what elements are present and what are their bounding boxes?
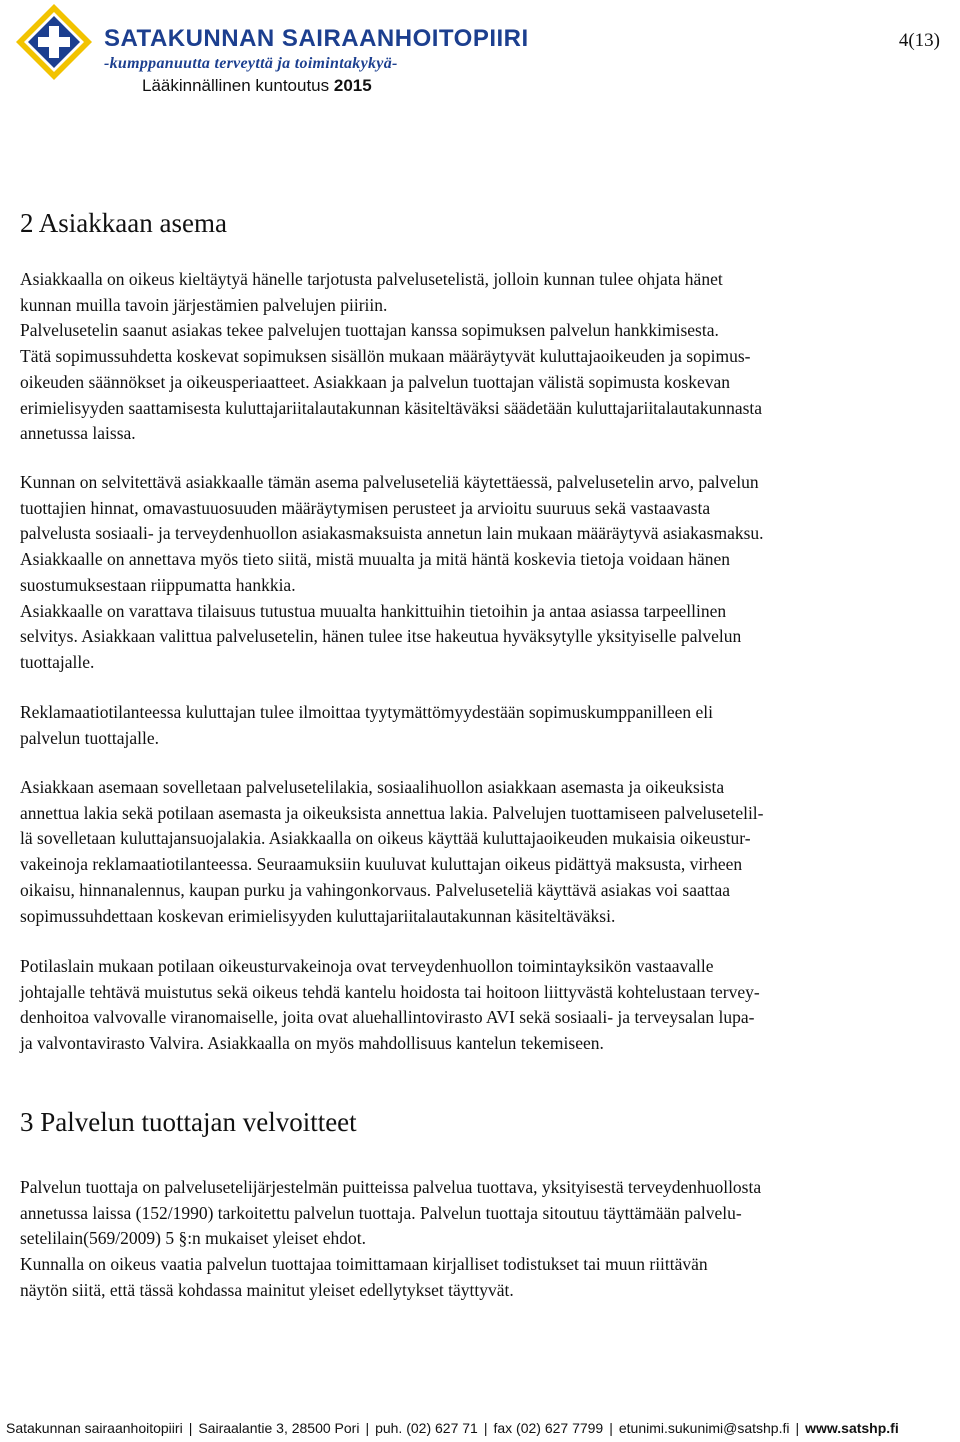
- organization-name: SATAKUNNAN SAIRAANHOITOPIIRI: [104, 25, 529, 52]
- text-line: ja valvontavirasto Valvira. Asiakkaalla on myös mahdollisuus kantelun tekemiseen.: [20, 1033, 604, 1054]
- organization-slogan: -kumppanuutta terveyttä ja toimintakykyä-: [104, 55, 398, 72]
- text-line: erimielisyyden saattamisesta kuluttajariitalautakunnan käsiteltäväksi säädetään kuluttajariitalautakunnasta: [20, 397, 763, 418]
- footer-address: Sairaalantie 3, 28500 Pori: [198, 1420, 360, 1436]
- paragraph: [20, 954, 955, 1057]
- paragraph: [20, 775, 955, 929]
- text-line: palvelusta sosiaali- ja terveydenhuollon asiakasmaksuista annetun lain mukaan määräytyvä asiakasmaksu.: [20, 523, 764, 544]
- footer-separator: |: [188, 1420, 193, 1436]
- organization-logo: [14, 2, 94, 82]
- text-line: Tätä sopimussuhdetta koskevat sopimuksen sisällön mukaan määräytyvät kuluttajaoikeuden ja sopimus-: [20, 346, 751, 367]
- footer-website-link[interactable]: www.satshp.fi: [805, 1420, 899, 1436]
- document-subtitle-text: Lääkinnällinen kuntoutus: [142, 76, 334, 95]
- text-line: Kunnan on selvitettävä asiakkaalle tämän asema palveluseteliä käytettäessä, palvelusetelin arvo, palvelun: [20, 472, 759, 492]
- footer-organization: Satakunnan sairaanhoitopiiri: [6, 1420, 183, 1436]
- section-heading: 3 Palvelun tuottajan velvoitteet: [20, 1107, 357, 1137]
- footer-separator: |: [609, 1420, 613, 1436]
- text-line: palvelun tuottajalle.: [20, 727, 159, 748]
- paragraph: [20, 267, 955, 447]
- text-line: annetussa laissa.: [20, 423, 136, 444]
- text-line: oikeuden säännökset ja oikeusperiaatteet. Asiakkaan ja palvelun tuottajan välistä sopimusta koskevan: [20, 371, 731, 392]
- text-line: Kunnalla on oikeus vaatia palvelun tuottajaa toimittamaan kirjalliset todistukset tai muun riittävän: [20, 1254, 708, 1275]
- text-line: Asiakkaan asemaan sovelletaan palvelusetelilakia, sosiaalihuollon asiakkaan asemasta ja oikeuksista: [20, 777, 725, 797]
- text-line: suostumuksestaan riippumatta hankkia.: [20, 574, 296, 595]
- footer-separator: |: [365, 1420, 370, 1436]
- text-line: näytön siitä, että tässä kohdassa mainitut yleiset edellytykset täyttyvät.: [20, 1279, 514, 1300]
- footer-phone: puh. (02) 627 71: [375, 1420, 478, 1436]
- text-line: Palvelun tuottaja on palvelusetelijärjestelmän puitteissa palvelua tuottava, yksityisestä terveydenhuollosta: [20, 1177, 762, 1197]
- footer-separator: |: [483, 1420, 488, 1436]
- text-line: tuottajien hinnat, omavastuuosuuden määräytymisen perusteet ja arvioitu suuruus sekä vastaavasta: [20, 497, 711, 518]
- text-line: Potilaslain mukaan potilaan oikeusturvakeinoja ovat terveydenhuollon toimintayksikön vastaavalle: [20, 956, 714, 976]
- page-number: 4(13): [898, 30, 940, 51]
- paragraph: [20, 1175, 955, 1304]
- page-footer: [6, 1420, 899, 1436]
- text-line: denhoitoa valvovalle viranomaiselle, joita ovat aluehallintovirasto AVI sekä sosiaali- ja terveysalan lupa-: [20, 1007, 755, 1028]
- footer-email[interactable]: etunimi.sukunimi@satshp.fi: [618, 1420, 790, 1436]
- text-line: oikaisu, hinnanalennus, kaupan purku ja vahingonkorvaus. Palveluseteliä käyttävä asiakas voi saattaa: [20, 879, 731, 900]
- document-subtitle-year: 2015: [333, 76, 372, 95]
- footer-separator: |: [795, 1420, 800, 1436]
- text-line: tuottajalle.: [20, 651, 95, 672]
- text-line: johtajalle tehtävä muistutus sekä oikeus tehdä kantelu hoidosta tai hoitoon liittyvästä kohtelustaan tervey-: [20, 981, 760, 1002]
- text-line: annetussa laissa (152/1990) tarkoitettu palvelun tuottaja. Palvelun tuottaja sitoutuu täyttämään palvelu-: [20, 1202, 742, 1223]
- text-line: vakeinoja reklamaatiotilanteessa. Seuraamuksiin kuuluvat kuluttajan oikeus pidättyä maksusta, virheen: [20, 854, 743, 875]
- text-line: Asiakkaalle on varattava tilaisuus tutustua muualta hankittuihin tietoihin ja antaa asiassa tarpeellinen: [20, 600, 727, 621]
- document-subtitle: [142, 76, 372, 96]
- paragraph: [20, 700, 955, 751]
- text-line: Asiakkaalla on oikeus kieltäytyä hänelle tarjotusta palvelusetelistä, jolloin kunnan tulee ohjata hänet: [20, 269, 723, 289]
- text-line: kunnan muilla tavoin järjestämien palvelujen piiriin.: [20, 294, 388, 315]
- text-line: Palvelusetelin saanut asiakas tekee palvelujen tuottajan kanssa sopimuksen palvelun hankkimisesta.: [20, 320, 719, 341]
- text-line: setelilain(569/2009) 5 §:n mukaiset yleiset ehdot.: [20, 1228, 367, 1249]
- text-line: lä sovelletaan kuluttajansuojalakia. Asiakkaalla on oikeus käyttää kuluttajaoikeuden mukaisia oikeustur-: [20, 828, 751, 849]
- paragraph: [20, 470, 955, 676]
- text-line: annettua lakia sekä potilaan asemasta ja oikeuksista annettua lakia. Palvelujen tuottamiseen palvelusetelil-: [20, 802, 764, 823]
- text-line: Reklamaatiotilanteessa kuluttajan tulee ilmoittaa tyytymättömyydestään sopimuskumppanilleen eli: [20, 702, 714, 722]
- footer-fax: fax (02) 627 7799: [493, 1420, 604, 1436]
- text-line: Asiakkaalle on annettava myös tieto siitä, mistä muualta ja mitä häntä koskevia tietoja voidaan hänen: [20, 549, 730, 570]
- text-line: sopimussuhdettaan koskevan erimielisyyden kuluttajariitalautakunnan käsiteltäväksi.: [20, 905, 616, 926]
- text-line: selvitys. Asiakkaan valittua palvelusetelin, hänen tulee itse hakeutua hyväksytylle yksityiselle palvelun: [20, 626, 742, 647]
- section-heading: 2 Asiakkaan asema: [20, 208, 227, 238]
